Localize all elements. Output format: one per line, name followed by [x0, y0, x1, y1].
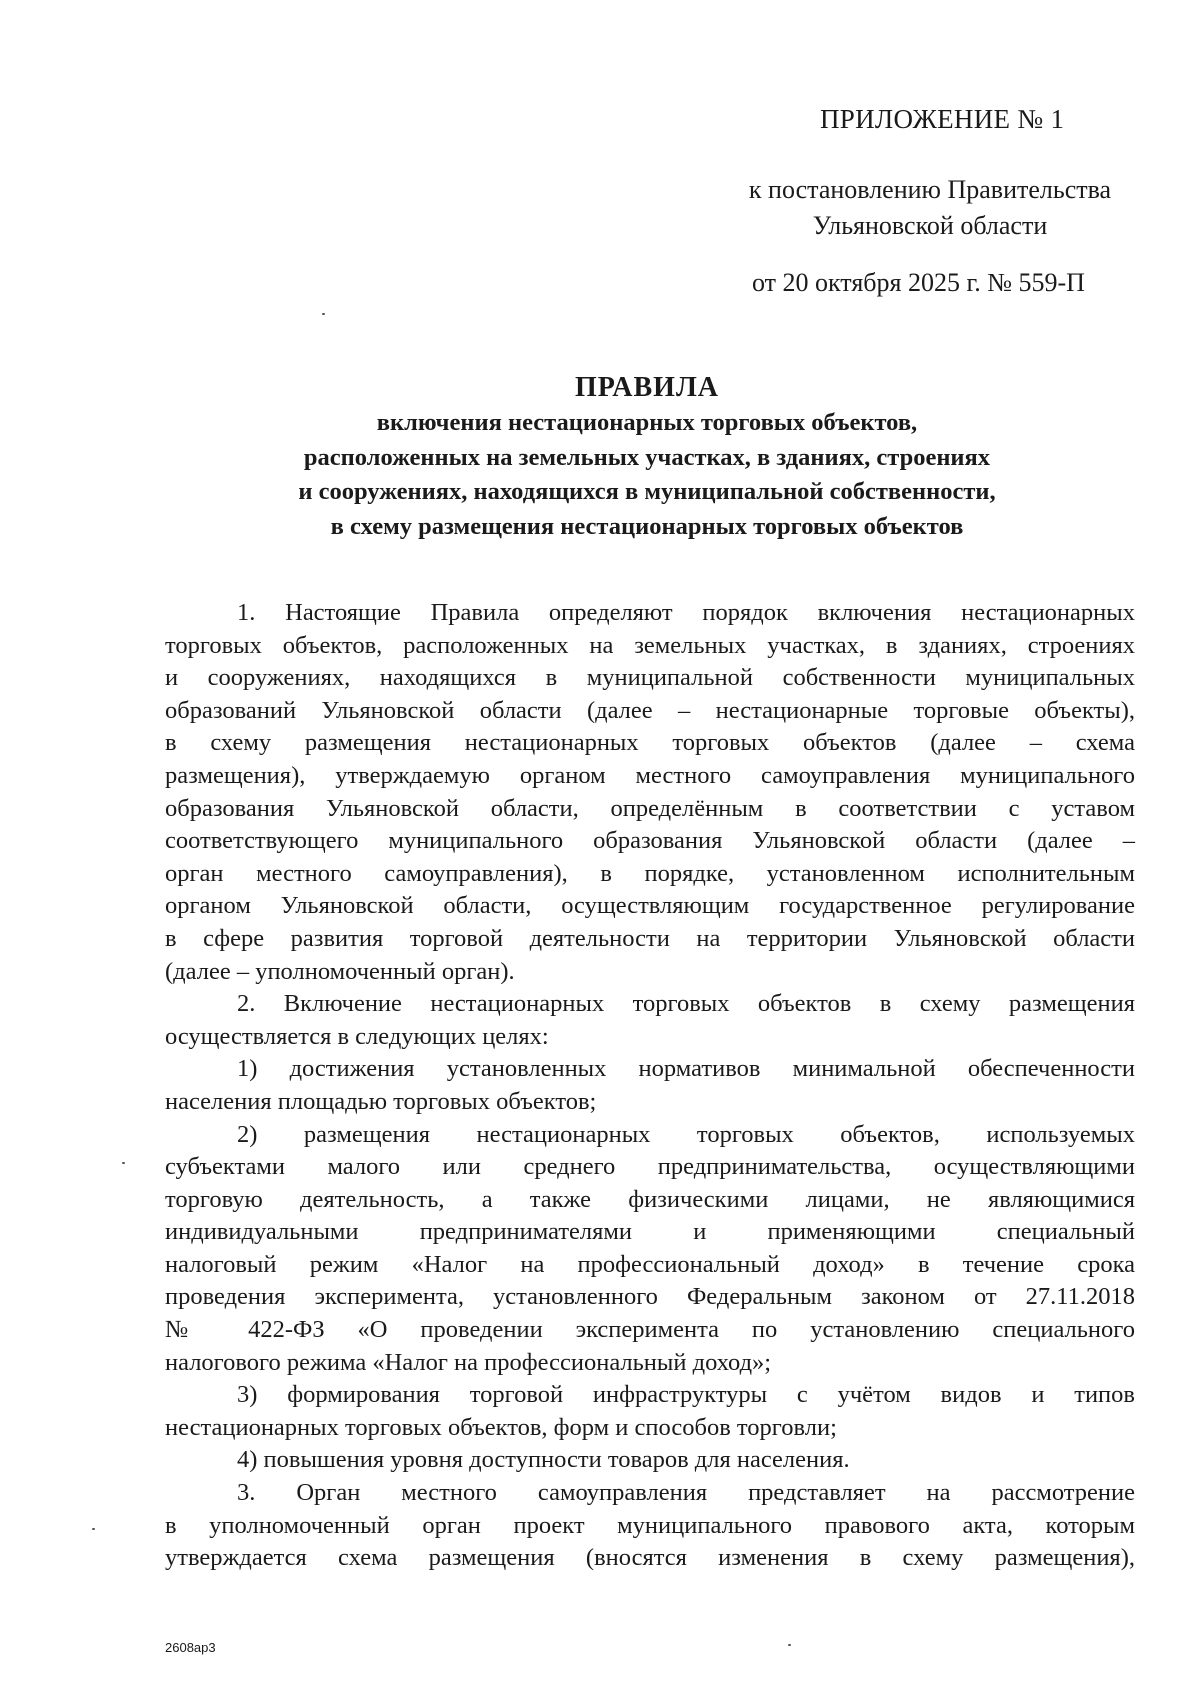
resolution-ref-line: к постановлению Правительства	[748, 175, 1112, 204]
body-line: торговых объектов, расположенных на земельных участках, в зданиях, строениях	[165, 631, 1135, 659]
body-line: 2. Включение нестационарных торговых объектов в схему размещения	[237, 990, 1135, 1018]
body-line: в сфере развития торговой деятельности на территории Ульяновской области	[165, 924, 1135, 952]
title-block	[160, 370, 1134, 544]
body-line: населения площадью торговых объектов;	[165, 1087, 597, 1115]
body-line: № 422-ФЗ «О проведении эксперимента по установлению специального	[165, 1316, 1135, 1344]
document-subtitle-line: расположенных на земельных участках, в зданиях, строениях	[303, 443, 991, 471]
document-title: ПРАВИЛА	[574, 372, 720, 403]
scan-speck	[92, 1528, 95, 1530]
body-line: 2) размещения нестационарных торговых объектов, используемых	[237, 1120, 1135, 1148]
body-line: 3) формирования торговой инфраструктуры с учётом видов и типов	[237, 1381, 1135, 1409]
body-line: субъектами малого или среднего предпринимательства, осуществляющими	[165, 1153, 1135, 1181]
body-line: в уполномоченный орган проект муниципального правового акта, которым	[165, 1511, 1135, 1539]
appendix-header: ПРИЛОЖЕНИЕ № 1	[820, 104, 1065, 134]
body-line: нестационарных торговых объектов, форм и способов торговли;	[165, 1413, 837, 1441]
scan-speck	[122, 1162, 125, 1164]
document-subtitle-line: и сооружениях, находящихся в муниципальной собственности,	[298, 478, 996, 505]
document-subtitle-line: в схему размещения нестационарных торговых объектов	[330, 512, 964, 540]
body-line: утверждается схема размещения (вносятся изменения в схему размещения),	[165, 1544, 1135, 1572]
body-line: налогового режима «Налог на профессиональный доход»;	[165, 1348, 772, 1376]
body-line: соответствующего муниципального образования Ульяновской области (далее –	[165, 827, 1135, 855]
body-line: и сооружениях, находящихся в муниципальной собственности муниципальных	[165, 664, 1135, 692]
footer-document-code: 2608ар3	[165, 1640, 216, 1655]
scan-speck	[788, 1644, 791, 1646]
document-body	[165, 597, 1135, 1575]
body-line: индивидуальными предпринимателями и применяющими специальный	[165, 1218, 1135, 1246]
resolution-reference	[740, 172, 1120, 244]
body-line: орган местного самоуправления), в порядке, установленном исполнительным	[165, 859, 1135, 887]
body-line: в схему размещения нестационарных торговых объектов (далее – схема	[165, 729, 1135, 757]
resolution-ref-line: Ульяновской области	[812, 211, 1048, 240]
document-subtitle-line: включения нестационарных торговых объектов,	[376, 409, 918, 436]
resolution-date: от 20 октября 2025 г. № 559-П	[752, 268, 1085, 297]
body-line: 3. Орган местного самоуправления представляет на рассмотрение	[237, 1479, 1135, 1507]
body-line: проведения эксперимента, установленного Федеральным законом от 27.11.2018	[165, 1283, 1135, 1311]
scan-speck	[322, 313, 325, 315]
body-line: торговую деятельность, а также физическими лицами, не являющимися	[165, 1185, 1135, 1213]
body-line: образований Ульяновской области (далее – нестационарные торговые объекты),	[165, 696, 1135, 724]
body-line: 1. Настоящие Правила определяют порядок включения нестационарных	[237, 599, 1135, 626]
body-line: размещения), утверждаемую органом местного самоуправления муниципального	[165, 761, 1135, 789]
body-line: 1) достижения установленных нормативов минимальной обеспеченности	[237, 1055, 1135, 1083]
body-line: органом Ульяновской области, осуществляющим государственное регулирование	[165, 892, 1135, 920]
body-line: 4) повышения уровня доступности товаров для населения.	[237, 1446, 850, 1474]
body-line: образования Ульяновской области, определённым в соответствии с уставом	[165, 794, 1135, 822]
body-line: (далее – уполномоченный орган).	[165, 957, 515, 985]
body-line: налоговый режим «Налог на профессиональный доход» в течение срока	[165, 1250, 1135, 1278]
body-line: осуществляется в следующих целях:	[165, 1022, 549, 1050]
